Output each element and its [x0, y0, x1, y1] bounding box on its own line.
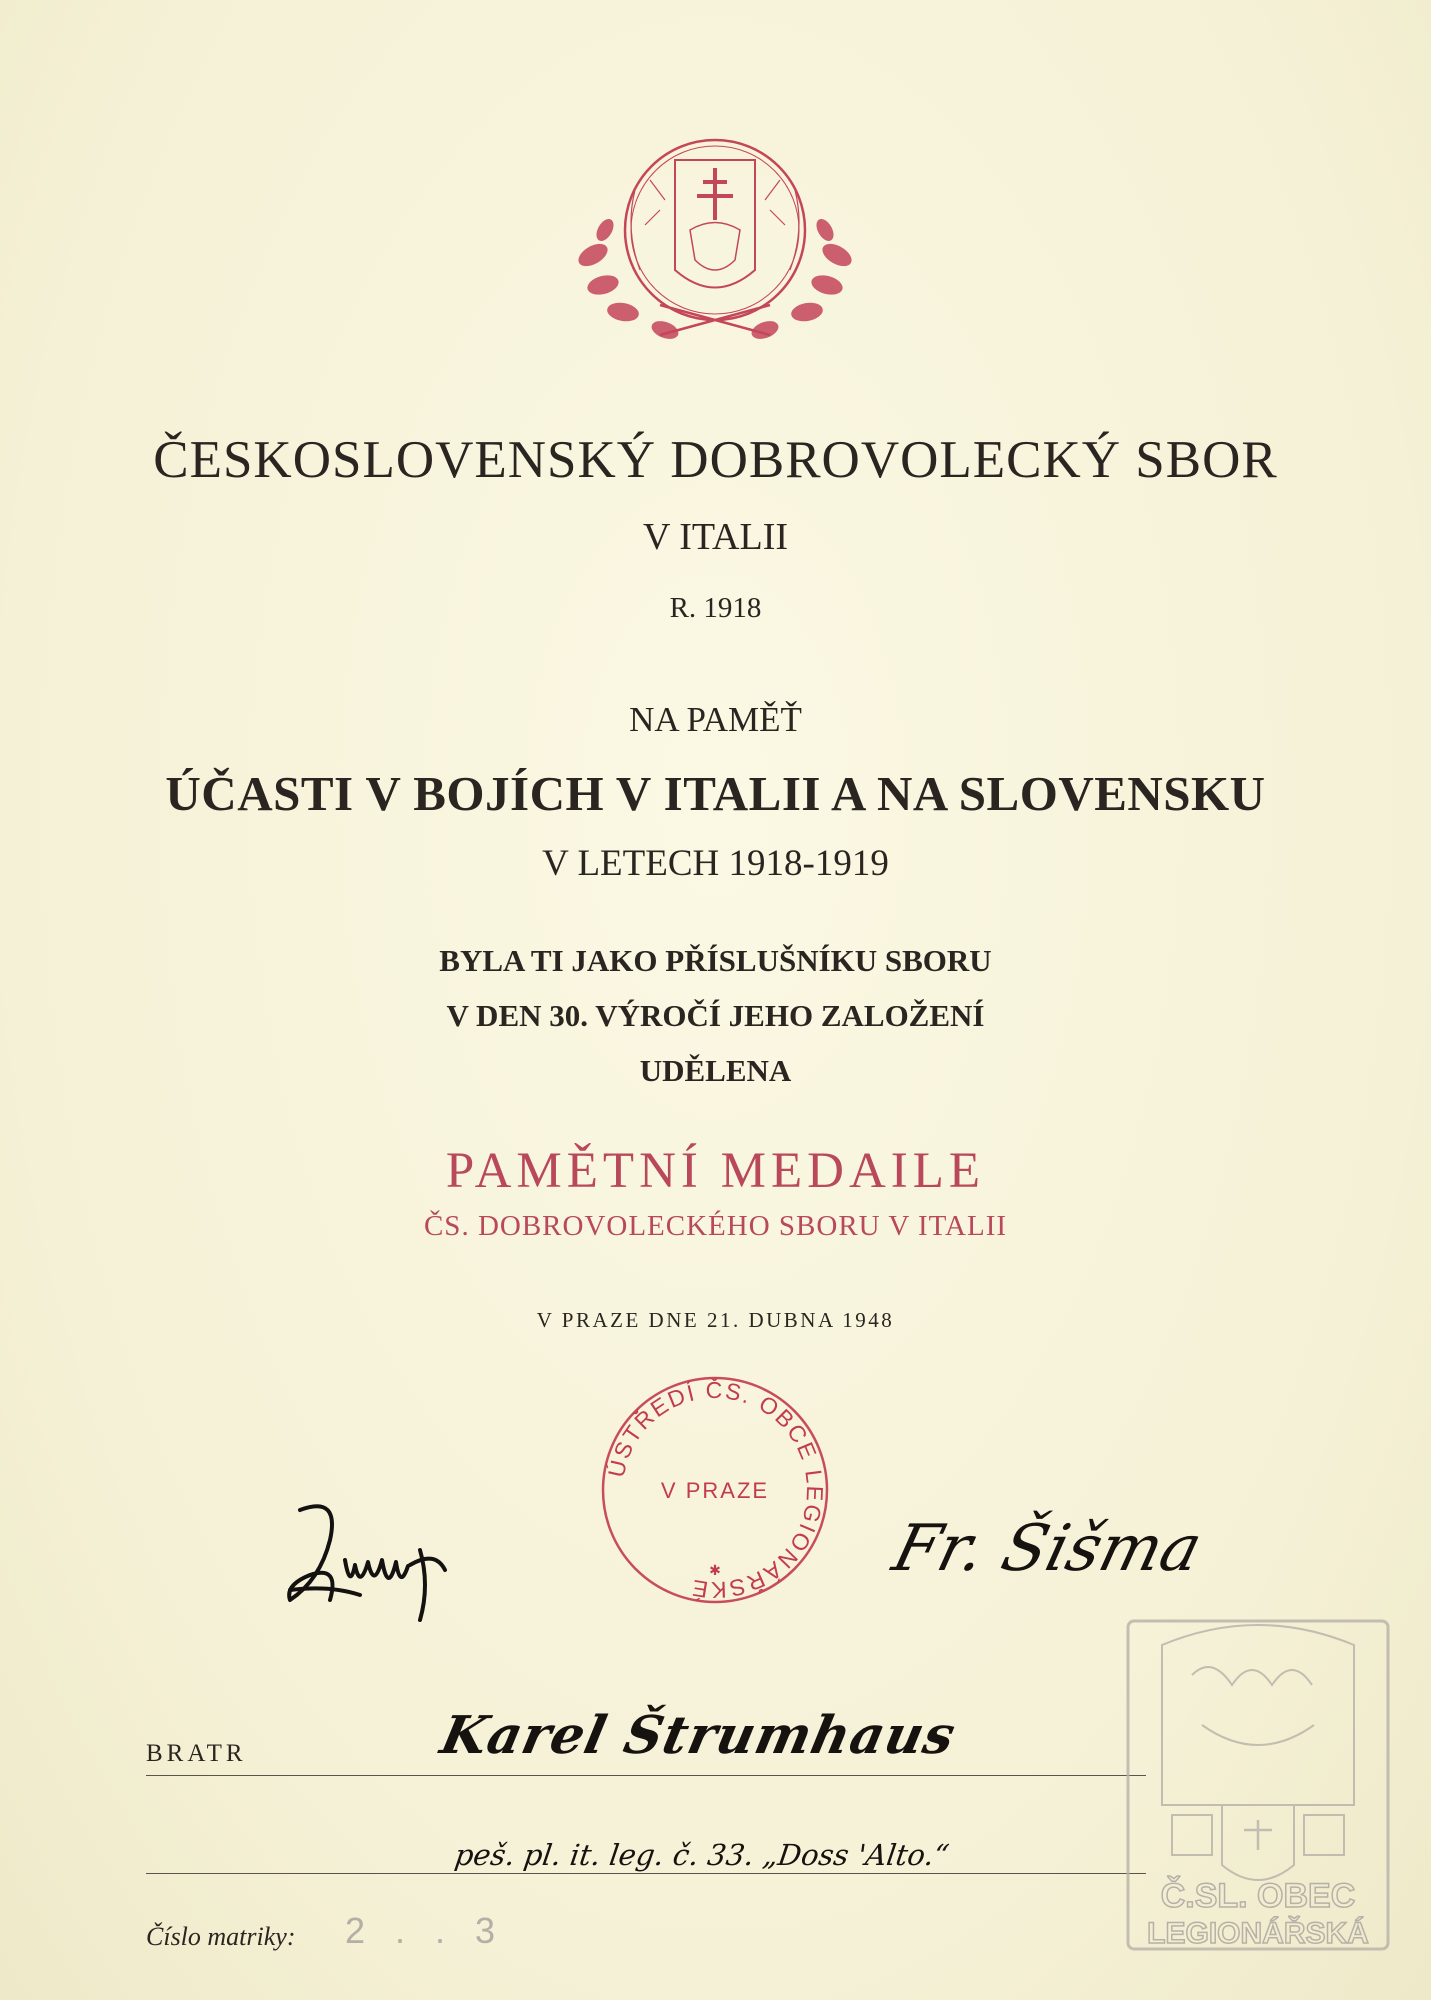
registry-label: Číslo matriky: [146, 1922, 296, 1951]
place-and-date: V PRAZE DNE 21. DUBNA 1948 [536, 1308, 895, 1332]
recipient-rule [146, 1775, 1146, 1776]
corps-country: V ITALII [642, 516, 789, 558]
medal-name: PAMĚTNÍ MEDAILE [445, 1143, 986, 1199]
medal-subtitle: ČS. DOBROVOLECKÉHO SBORU V ITALII [423, 1210, 1008, 1242]
award-text-line1: BYLA TI JAKO PŘÍSLUŠNÍKU SBORU [439, 943, 992, 978]
award-text-line3: UDĚLENA [639, 1053, 792, 1088]
unit-rule [146, 1873, 1146, 1874]
stamp-ring-text: ÚSTŘEDÍ ČS. OBCE LEGIONÁŘSKÉ [602, 1376, 829, 1604]
stamp-center-text: V PRAZE [660, 1478, 770, 1503]
corps-year: R. 1918 [669, 592, 762, 624]
coat-of-arms-emblem [565, 120, 865, 360]
left-signature [270, 1490, 470, 1630]
registry-number: 2 . . 3 [345, 1910, 506, 1951]
stamp-star-icon: ✱ [709, 1564, 721, 1579]
commemoration-intro: NA PAMĚŤ [629, 700, 802, 739]
commemoration-period: V LETECH 1918-1919 [542, 843, 889, 884]
legion-stamp [595, 1370, 835, 1610]
recipient-name: Karel Štrumhaus [435, 1705, 962, 1766]
right-signature: Fr. Šišma [885, 1512, 1209, 1586]
recipient-unit: peš. pl. it. leg. č. 33. „Doss 'Alto.“ [452, 1838, 952, 1872]
commemoration-event: ÚČASTI V BOJÍCH V ITALII A NA SLOVENSKU [165, 766, 1266, 821]
watermark-line1: Č.SL. OBEC [1160, 1877, 1356, 1915]
corps-title: ČESKOSLOVENSKÝ DOBROVOLECKÝ SBOR [153, 431, 1278, 489]
legion-watermark [1122, 1615, 1394, 1955]
watermark-line2: LEGIONÁŘSKÁ [1147, 1917, 1369, 1950]
recipient-label: BRATR [146, 1740, 247, 1767]
award-text-line2: V DEN 30. VÝROČÍ JEHO ZALOŽENÍ [446, 998, 985, 1033]
